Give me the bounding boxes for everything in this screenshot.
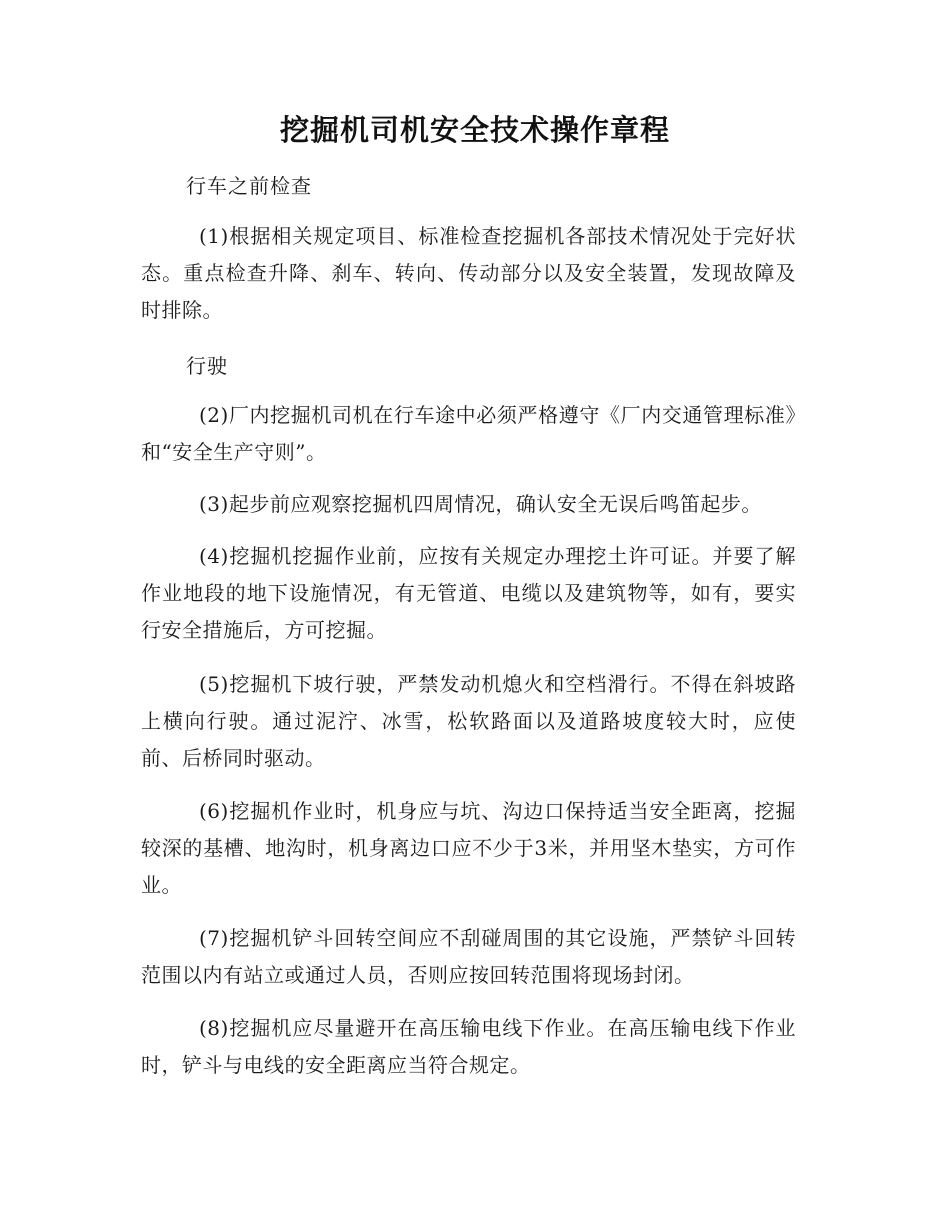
paragraph-7: (7)挖掘机铲斗回转空间应不刮碰周围的其它设施，严禁铲斗回转范围以内有站立或通过人员，否则应按回转范围将现场封闭。 <box>141 926 796 987</box>
paragraph-3: (3)起步前应观察挖掘机四周情况，确认安全无误后鸣笛起步。 <box>199 492 762 516</box>
document-title: 挖掘机司机安全技术操作章程 <box>279 113 670 147</box>
paragraph-4: (4)挖掘机挖掘作业前，应按有关规定办理挖土许可证。并要了解作业地段的地下设施情况，有无管道、电缆以及建筑物等，如有，要实行安全措施后，方可挖掘。 <box>141 544 796 642</box>
paragraph-6: (6)挖掘机作业时，机身应与坑、沟边口保持适当安全距离，挖掘较深的基槽、地沟时，机身离边口应不少于3米，并用坚木垫实，方可作业。 <box>141 799 796 897</box>
paragraph-1: (1)根据相关规定项目、标准检查挖掘机各部技术情况处于完好状态。重点检查升降、刹车、转向、传动部分以及安全装置，发现故障及时排除。 <box>141 224 796 322</box>
section-heading-driving: 行驶 <box>186 354 228 378</box>
section-heading-pre-drive-check: 行车之前检查 <box>186 174 312 198</box>
paragraph-8: (8)挖掘机应尽量避开在高压输电线下作业。在高压输电线下作业时，铲斗与电线的安全距离应当符合规定。 <box>141 1016 796 1077</box>
paragraph-2: (2)厂内挖掘机司机在行车途中必须严格遵守《厂内交通管理标准》和“安全生产守则”。 <box>141 403 796 464</box>
paragraph-5: (5)挖掘机下坡行驶，严禁发动机熄火和空档滑行。不得在斜坡路上横向行驶。通过泥泞、冰雪，松软路面以及道路坡度较大时，应使前、后桥同时驱动。 <box>141 672 796 770</box>
